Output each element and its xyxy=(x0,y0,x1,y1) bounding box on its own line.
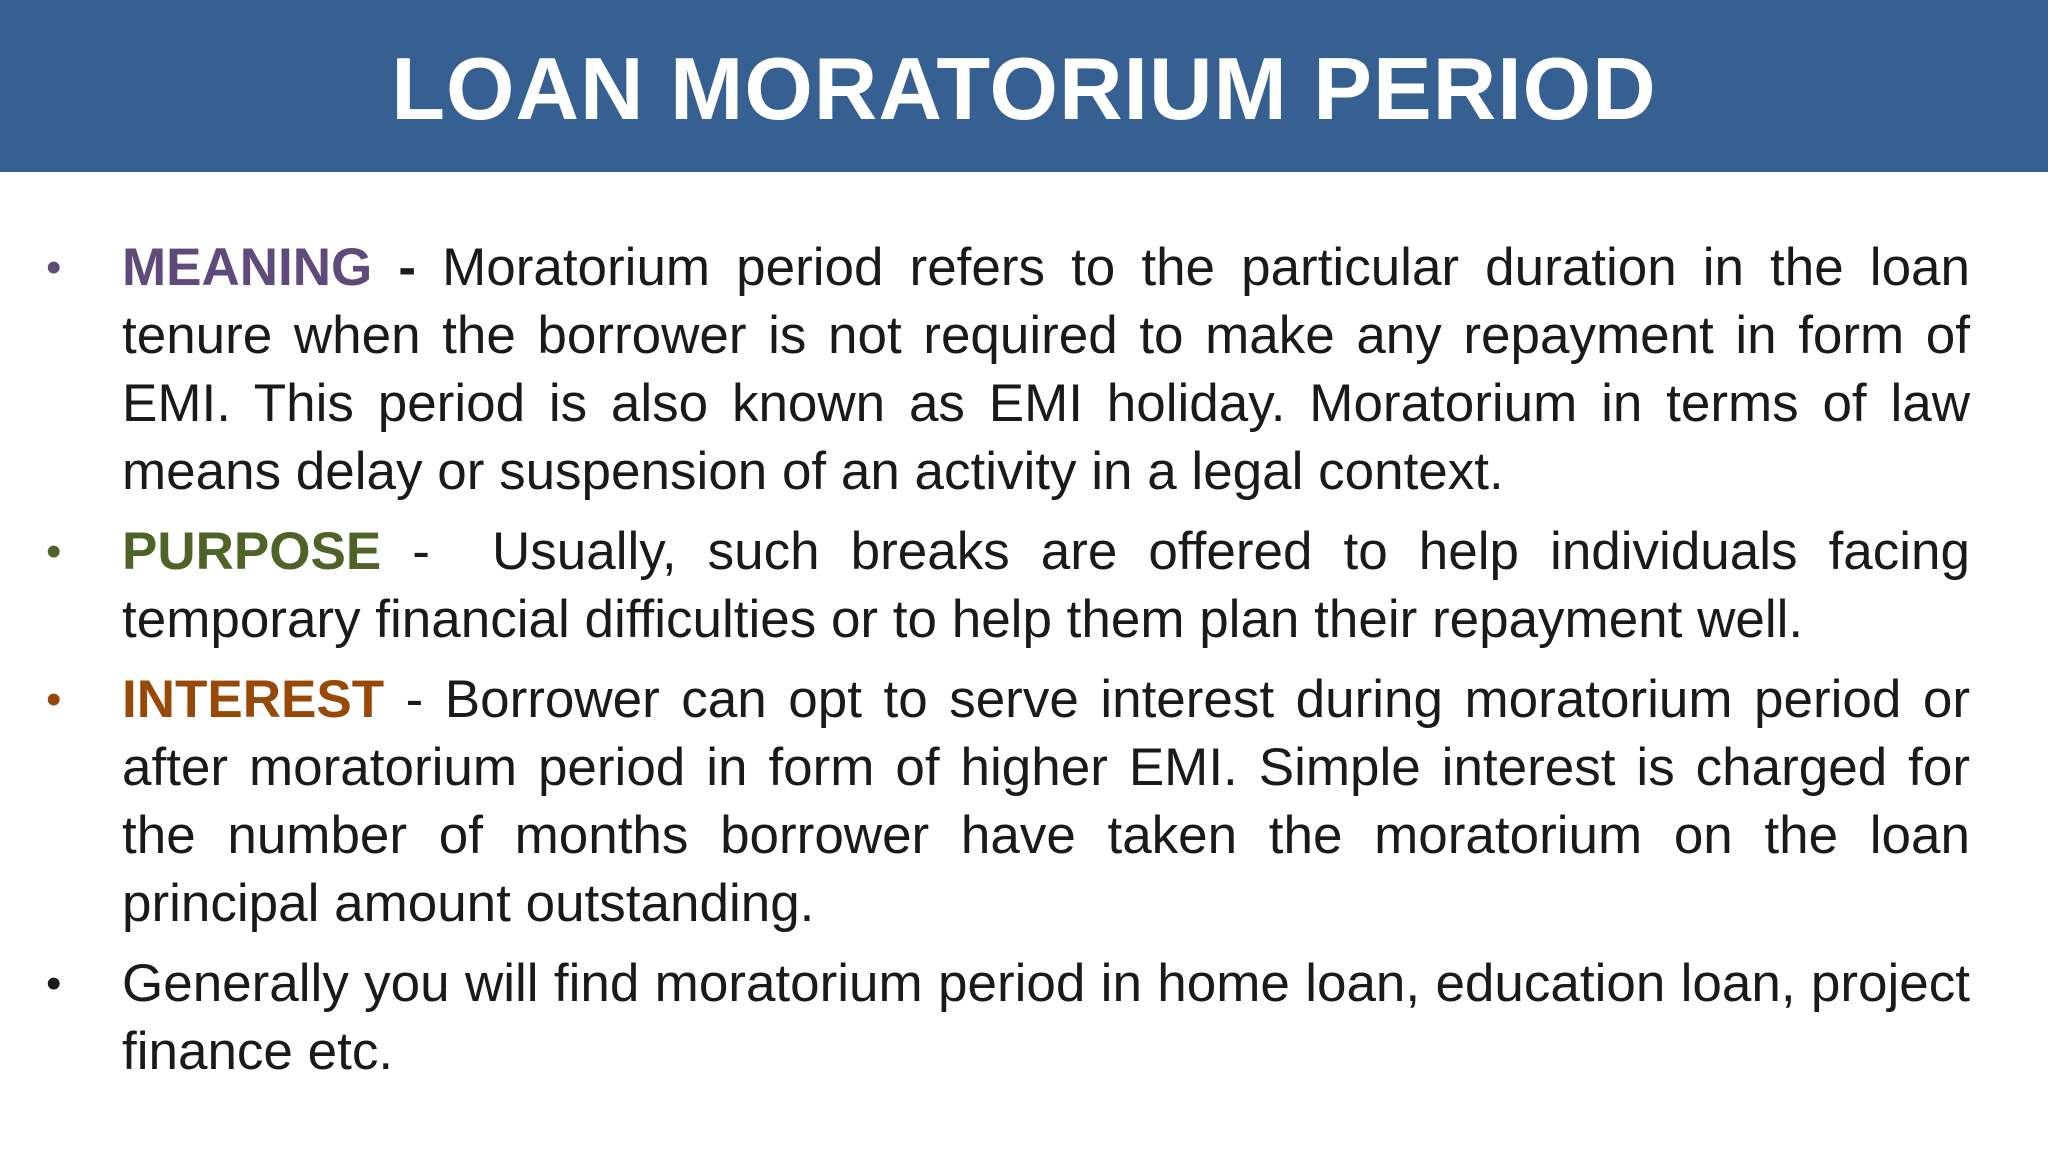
bullet-dot-icon: • xyxy=(46,243,62,292)
slide-content xyxy=(0,234,2048,1098)
bullet-meaning xyxy=(0,234,2048,506)
bullet-label-meaning: MEANING xyxy=(122,238,373,297)
title-bar xyxy=(0,0,2048,172)
bullet-separator: - xyxy=(381,522,493,581)
bullet-dot-icon: • xyxy=(46,959,62,1008)
bullet-list xyxy=(0,234,2048,1086)
slide-title: LOAN MORATORIUM PERIOD xyxy=(391,39,1657,138)
bullet-interest xyxy=(0,666,2048,938)
bullet-text-meaning: Moratorium period refers to the particular duration in the loan tenure when the borrower is not required to make any repayment in form of EMI. This period is also known as EMI holiday. Moratorium in terms of law means delay or suspension of an activity in a legal context. xyxy=(122,238,1970,501)
bullet-label-purpose: PURPOSE xyxy=(122,522,382,581)
bullet-text-purpose: Usually, such breaks are offered to help individuals facing temporary financial difficulties or to help them plan their repayment well. xyxy=(122,522,1971,649)
bullet-dot-icon: • xyxy=(46,675,62,724)
bullet-general xyxy=(0,950,2048,1086)
bullet-separator: - xyxy=(384,670,445,729)
bullet-label-interest: INTEREST xyxy=(122,670,385,729)
bullet-text-general: Generally you will find moratorium period in home loan, education loan, project finance etc. xyxy=(122,954,1970,1081)
bullet-dot-icon: • xyxy=(46,527,62,576)
bullet-purpose xyxy=(0,518,2048,654)
bullet-separator: - xyxy=(372,238,443,297)
bullet-text-interest: Borrower can opt to serve interest during moratorium period or after moratorium period in form of higher EMI. Simple interest is charged for the number of months borrower have taken the moratorium on the loan principal amount outstanding. xyxy=(122,670,1970,933)
